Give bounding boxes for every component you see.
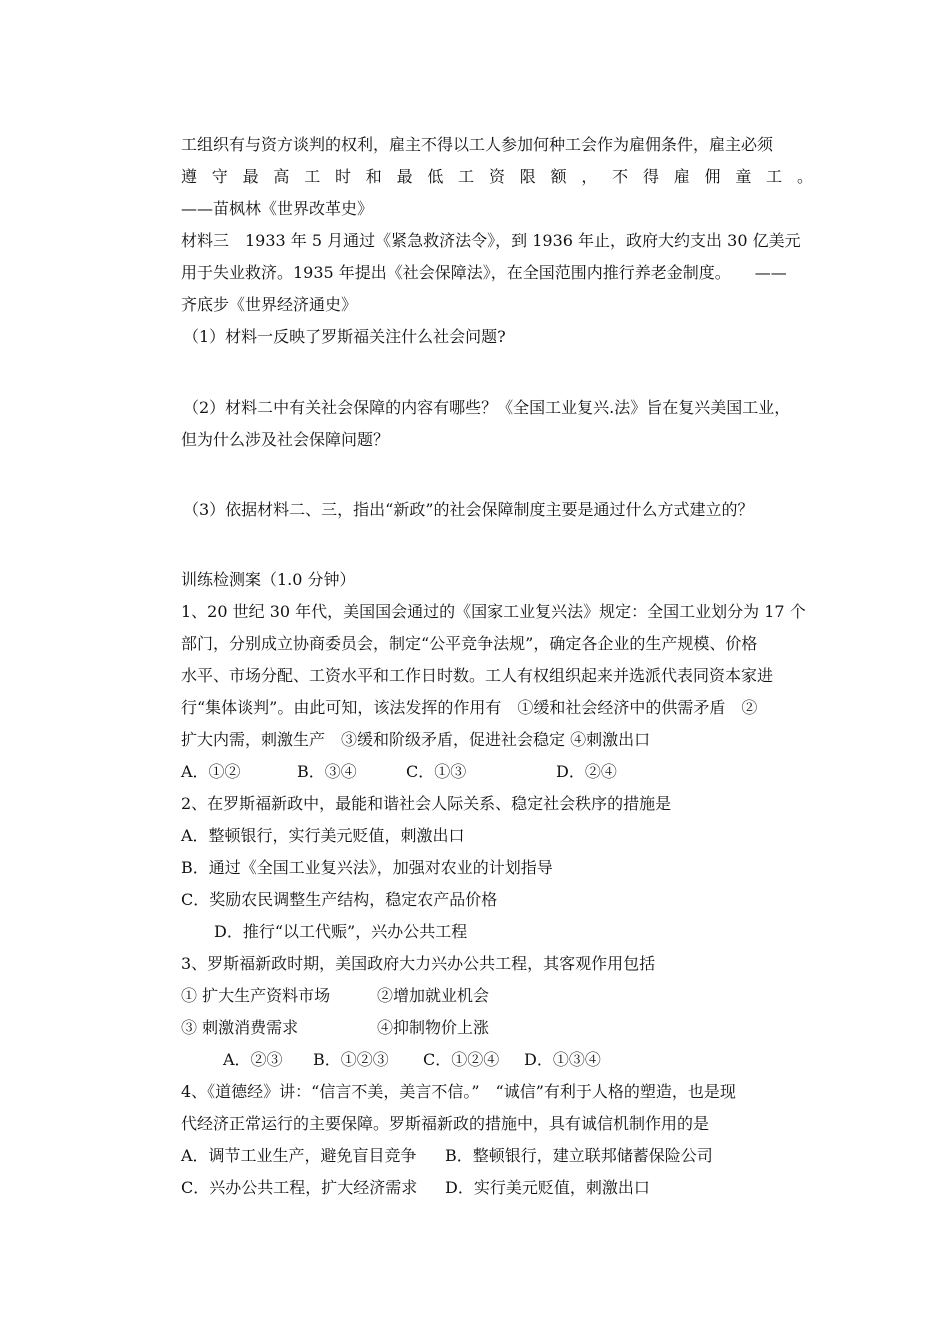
item1-option-d: D．②④ xyxy=(556,762,617,781)
item1-stem: 行“集体谈判”。由此可知，该法发挥的作用有 ①缓和社会经济中的供需矛盾 ② xyxy=(181,698,758,717)
justified-char: 低 xyxy=(427,167,444,186)
justified-char: 。 xyxy=(796,167,813,186)
item1-stem: 扩大内需，刺激生产 ③缓和阶级矛盾，促进社会稳定 ④刺激出口 xyxy=(181,730,651,749)
material-two-line: 工组织有与资方谈判的权利，雇主不得以工人参加何种工会作为雇佣条件，雇主必须 xyxy=(181,135,774,154)
justified-char: 守 xyxy=(211,167,228,186)
item2-option-d: D．推行“以工代赈”，兴办公共工程 xyxy=(214,922,468,941)
item3-option-d: D．①③④ xyxy=(524,1050,601,1069)
item2-option-b: B．通过《全国工业复兴法》，加强对农业的计划指导 xyxy=(181,858,553,877)
item3-choice-3: ③ 刺激消费需求 xyxy=(181,1018,299,1037)
item2-option-c: C．奖励农民调整生产结构，稳定农产品价格 xyxy=(181,890,498,909)
item3-choice-4: ④抑制物价上涨 xyxy=(377,1018,490,1037)
justified-char: 工 xyxy=(458,167,475,186)
item3-option-a: A．②③ xyxy=(223,1050,283,1069)
item4-stem: 4、《道德经》讲：“信言不美，美言不信。” “诚信”有利于人格的塑造，也是现 xyxy=(181,1082,736,1101)
justified-char: 不 xyxy=(612,167,629,186)
justified-char: ， xyxy=(581,167,598,186)
material-two-source: ——苗枫林《世界改革史》 xyxy=(181,199,374,218)
item4-option-b: B．整顿银行，建立联邦储蓄保险公司 xyxy=(445,1146,713,1165)
question-3: （3）依据材料二、三，指出“新政”的社会保障制度主要是通过什么方式建立的？ xyxy=(183,500,754,519)
justified-char: 遵 xyxy=(181,167,198,186)
item1-stem: 水平、市场分配、工资水平和工作日时数。工人有权组织起来并选派代表同资本家进 xyxy=(181,666,774,685)
item3-choice-2: ②增加就业机会 xyxy=(377,986,490,1005)
item1-stem: 部门，分别成立协商委员会，制定“公平竞争法规”，确定各企业的生产规模、价格 xyxy=(181,634,758,653)
item2-option-a: A．整顿银行，实行美元贬值，刺激出口 xyxy=(181,826,465,845)
justified-char: 最 xyxy=(396,167,413,186)
item1-option-c: C．①③ xyxy=(406,762,467,781)
justified-char: 工 xyxy=(766,167,783,186)
justified-char: 工 xyxy=(304,167,321,186)
training-heading: 训练检测案（1.0 分钟） xyxy=(181,570,356,589)
item4-option-a: A．调节工业生产，避免盲目竞争 xyxy=(181,1146,417,1165)
material-three-line: 材料三 1933 年 5 月通过《紧急救济法令》，到 1936 年止，政府大约支出 30 亿美元 xyxy=(181,231,801,250)
justified-char: 得 xyxy=(642,167,659,186)
item1-stem: 1、20 世纪 30 年代，美国国会通过的《国家工业复兴法》规定：全国工业划分为 17 个 xyxy=(181,602,806,621)
item3-option-c: C．①②④ xyxy=(423,1050,500,1069)
item1-option-b: B．③④ xyxy=(297,762,357,781)
justified-char: 限 xyxy=(519,167,536,186)
item4-stem: 代经济正常运行的主要保障。罗斯福新政的措施中，具有诚信机制作用的是 xyxy=(181,1114,710,1133)
justified-char: 佣 xyxy=(704,167,721,186)
justified-char: 童 xyxy=(735,167,752,186)
material-two-justified-line xyxy=(181,167,813,187)
justified-char: 额 xyxy=(550,167,567,186)
justified-char: 资 xyxy=(488,167,505,186)
item4-option-c: C．兴办公共工程，扩大经济需求 xyxy=(181,1178,418,1197)
item1-option-a: A．①② xyxy=(181,762,241,781)
justified-char: 雇 xyxy=(673,167,690,186)
justified-char: 最 xyxy=(242,167,259,186)
question-2: （2）材料二中有关社会保障的内容有哪些？《全国工业复兴.法》旨在复兴美国工业， xyxy=(183,398,791,417)
item3-stem: 3、罗斯福新政时期，美国政府大力兴办公共工程，其客观作用包括 xyxy=(181,954,656,973)
item2-stem: 2、在罗斯福新政中，最能和谐社会人际关系、稳定社会秩序的措施是 xyxy=(181,794,672,813)
material-three-source: 齐底步《世界经济通史》 xyxy=(181,295,358,314)
material-three-line: 用于失业救济。1935 年提出《社会保障法》，在全国范围内推行养老金制度。 —— xyxy=(181,263,787,282)
justified-char: 时 xyxy=(334,167,351,186)
justified-char: 高 xyxy=(273,167,290,186)
item3-option-b: B．①②③ xyxy=(313,1050,389,1069)
justified-char: 和 xyxy=(365,167,382,186)
item4-option-d: D．实行美元贬值，刺激出口 xyxy=(445,1178,650,1197)
question-2-continued: 但为什么涉及社会保障问题？ xyxy=(181,430,390,449)
question-1: （1）材料一反映了罗斯福关注什么社会问题? xyxy=(183,327,506,346)
item3-choice-1: ① 扩大生产资料市场 xyxy=(181,986,331,1005)
